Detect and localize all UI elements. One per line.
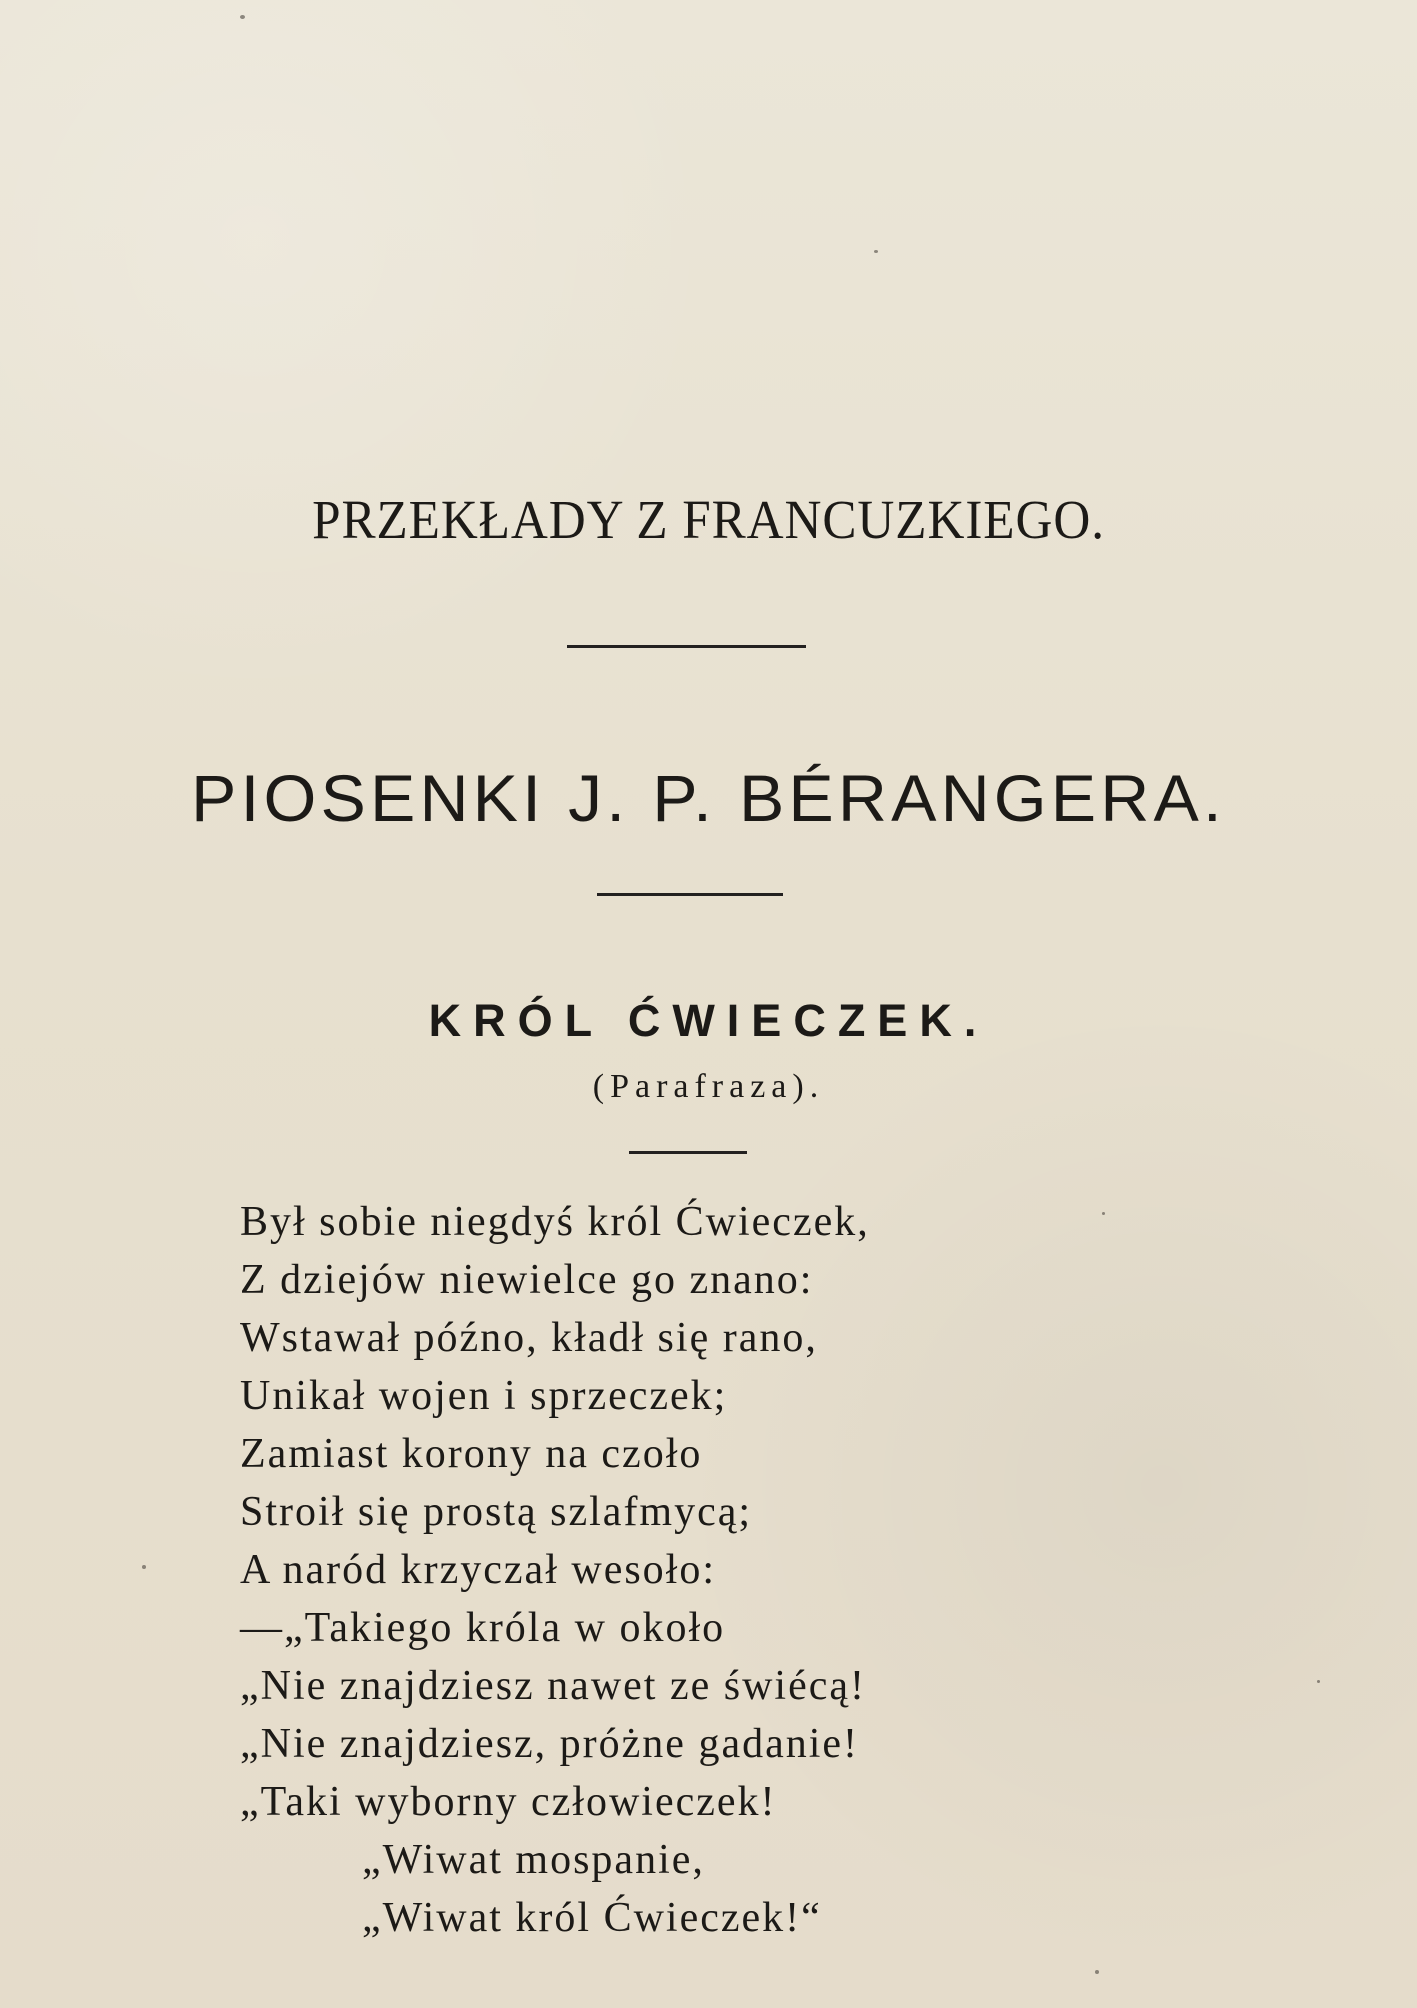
title-divider	[597, 893, 783, 896]
poem-line: Z dziejów niewielce go znano:	[240, 1257, 814, 1303]
poem-subtitle: (Parafraza).	[592, 1068, 825, 1105]
poem-line: Unikał wojen i sprzeczek;	[240, 1373, 728, 1419]
poem-line: Był sobie niegdyś król Ćwieczek,	[240, 1199, 870, 1245]
poem-line: „Wiwat król Ćwieczek!“	[362, 1895, 822, 1941]
paper-spot	[142, 1565, 146, 1569]
poem-title: KRÓL ĆWIECZEK.	[428, 995, 989, 1046]
poem-line: „Taki wyborny człowieczek!	[240, 1779, 777, 1825]
poem-line: „Nie znajdziesz, próżne gadanie!	[240, 1721, 860, 1767]
section-title: PRZEKŁADY Z FRANCUZKIEGO.	[312, 489, 1105, 550]
paper-spot	[1102, 1212, 1105, 1215]
poem-line: Zamiast korony na czoło	[240, 1431, 703, 1477]
section-divider	[567, 645, 806, 648]
paper-spot	[1317, 1680, 1320, 1683]
poem-line: —„Takiego króla w około	[240, 1605, 726, 1651]
poem-text	[240, 1193, 1140, 1947]
poem-line: „Nie znajdziesz nawet ze świécą!	[240, 1663, 866, 1709]
poem-divider	[629, 1151, 747, 1154]
main-title: PIOSENKI J. P. BÉRANGERA.	[191, 761, 1226, 835]
poem-line: Wstawał późno, kładł się rano,	[240, 1315, 818, 1361]
paper-spot	[874, 250, 878, 253]
paper-spot	[1095, 1970, 1099, 1974]
poem-line: A naród krzyczał wesoło:	[240, 1547, 717, 1593]
poem-line: „Wiwat mospanie,	[362, 1837, 705, 1883]
paper-spot	[240, 15, 245, 19]
poem-line: Stroił się prostą szlafmycą;	[240, 1489, 753, 1535]
